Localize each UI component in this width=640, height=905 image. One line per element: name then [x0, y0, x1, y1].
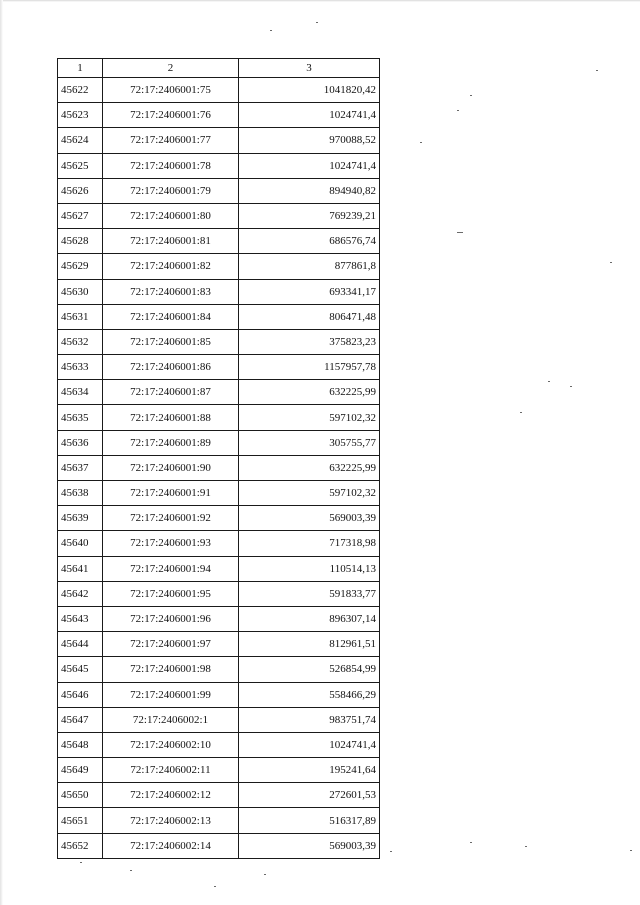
- cadastral-number: 72:17:2406001:84: [103, 304, 239, 329]
- row-number: 45626: [58, 178, 103, 203]
- scan-speck: [548, 381, 550, 382]
- table-row: [58, 329, 380, 354]
- row-number: 45633: [58, 355, 103, 380]
- cadastral-number: 72:17:2406002:13: [103, 808, 239, 833]
- cadastral-number: 72:17:2406001:79: [103, 178, 239, 203]
- cadastral-value: 375823,23: [239, 329, 380, 354]
- cadastral-value: 970088,52: [239, 128, 380, 153]
- table-row: [58, 178, 380, 203]
- table-row: [58, 380, 380, 405]
- cadastral-value: 569003,39: [239, 506, 380, 531]
- row-number: 45632: [58, 329, 103, 354]
- scan-speck: [570, 386, 572, 387]
- table-row: [58, 682, 380, 707]
- cadastral-value: 597102,32: [239, 405, 380, 430]
- table-row: [58, 707, 380, 732]
- cadastral-number: 72:17:2406001:94: [103, 556, 239, 581]
- row-number: 45646: [58, 682, 103, 707]
- scan-speck: [470, 95, 472, 96]
- cadastral-value: 894940,82: [239, 178, 380, 203]
- cadastral-number: 72:17:2406001:92: [103, 506, 239, 531]
- table-row: [58, 632, 380, 657]
- scan-speck: [630, 850, 632, 851]
- cadastral-number: 72:17:2406001:78: [103, 153, 239, 178]
- table-row: [58, 833, 380, 858]
- registry-table-header: [58, 59, 380, 78]
- scan-speck: [270, 30, 272, 31]
- table-row: [58, 128, 380, 153]
- cadastral-value: 983751,74: [239, 707, 380, 732]
- table-row: [58, 304, 380, 329]
- scan-speck: [457, 110, 459, 111]
- scan-speck: [264, 874, 266, 875]
- table-row: [58, 203, 380, 228]
- scan-speck: [457, 232, 463, 233]
- table-row: [58, 455, 380, 480]
- cadastral-value: 272601,53: [239, 783, 380, 808]
- scan-speck: [130, 870, 132, 871]
- table-row: [58, 506, 380, 531]
- row-number: 45640: [58, 531, 103, 556]
- table-row: [58, 732, 380, 757]
- row-number: 45625: [58, 153, 103, 178]
- cadastral-number: 72:17:2406001:85: [103, 329, 239, 354]
- scan-speck: [596, 70, 598, 71]
- row-number: 45627: [58, 203, 103, 228]
- cadastral-value: 1024741,4: [239, 103, 380, 128]
- cadastral-value: 896307,14: [239, 606, 380, 631]
- header-row: [58, 59, 380, 78]
- table-row: [58, 78, 380, 103]
- row-number: 45630: [58, 279, 103, 304]
- cadastral-value: 686576,74: [239, 229, 380, 254]
- table-row: [58, 103, 380, 128]
- row-number: 45631: [58, 304, 103, 329]
- cadastral-value: 591833,77: [239, 581, 380, 606]
- cadastral-value: 769239,21: [239, 203, 380, 228]
- table-row: [58, 481, 380, 506]
- row-number: 45635: [58, 405, 103, 430]
- cadastral-number: 72:17:2406002:14: [103, 833, 239, 858]
- scan-speck: [316, 22, 318, 23]
- cadastral-value: 195241,64: [239, 758, 380, 783]
- cadastral-number: 72:17:2406001:88: [103, 405, 239, 430]
- cadastral-number: 72:17:2406002:11: [103, 758, 239, 783]
- table-row: [58, 355, 380, 380]
- row-number: 45636: [58, 430, 103, 455]
- registry-table: [57, 58, 380, 859]
- cadastral-value: 569003,39: [239, 833, 380, 858]
- cadastral-number: 72:17:2406001:83: [103, 279, 239, 304]
- cadastral-number: 72:17:2406001:89: [103, 430, 239, 455]
- cadastral-value: 305755,77: [239, 430, 380, 455]
- table-row: [58, 531, 380, 556]
- table-row: [58, 153, 380, 178]
- row-number: 45644: [58, 632, 103, 657]
- row-number: 45628: [58, 229, 103, 254]
- scan-speck: [420, 142, 422, 143]
- cadastral-number: 72:17:2406001:99: [103, 682, 239, 707]
- cadastral-number: 72:17:2406001:90: [103, 455, 239, 480]
- cadastral-value: 110514,13: [239, 556, 380, 581]
- scan-edge-left: [0, 0, 3, 905]
- cadastral-number: 72:17:2406002:10: [103, 732, 239, 757]
- cadastral-value: 806471,48: [239, 304, 380, 329]
- scan-speck: [80, 862, 82, 863]
- registry-table-body: [58, 78, 380, 859]
- cadastral-value: 1024741,4: [239, 153, 380, 178]
- column-header-1: 1: [58, 59, 103, 78]
- cadastral-number: 72:17:2406001:91: [103, 481, 239, 506]
- table-row: [58, 758, 380, 783]
- cadastral-value: 597102,32: [239, 481, 380, 506]
- cadastral-value: 526854,99: [239, 657, 380, 682]
- cadastral-number: 72:17:2406001:95: [103, 581, 239, 606]
- scan-speck: [390, 851, 392, 852]
- cadastral-number: 72:17:2406001:93: [103, 531, 239, 556]
- row-number: 45641: [58, 556, 103, 581]
- scan-edge-top: [0, 0, 640, 2]
- cadastral-number: 72:17:2406001:77: [103, 128, 239, 153]
- table-row: [58, 581, 380, 606]
- row-number: 45623: [58, 103, 103, 128]
- cadastral-number: 72:17:2406001:98: [103, 657, 239, 682]
- table-row: [58, 279, 380, 304]
- cadastral-value: 558466,29: [239, 682, 380, 707]
- cadastral-value: 1041820,42: [239, 78, 380, 103]
- cadastral-value: 812961,51: [239, 632, 380, 657]
- row-number: 45652: [58, 833, 103, 858]
- row-number: 45647: [58, 707, 103, 732]
- table-row: [58, 405, 380, 430]
- table-row: [58, 254, 380, 279]
- column-header-2: 2: [103, 59, 239, 78]
- row-number: 45643: [58, 606, 103, 631]
- table-row: [58, 606, 380, 631]
- cadastral-number: 72:17:2406001:82: [103, 254, 239, 279]
- cadastral-value: 516317,89: [239, 808, 380, 833]
- row-number: 45629: [58, 254, 103, 279]
- cadastral-value: 717318,98: [239, 531, 380, 556]
- row-number: 45624: [58, 128, 103, 153]
- row-number: 45645: [58, 657, 103, 682]
- column-header-3: 3: [239, 59, 380, 78]
- cadastral-number: 72:17:2406001:76: [103, 103, 239, 128]
- cadastral-number: 72:17:2406001:87: [103, 380, 239, 405]
- cadastral-number: 72:17:2406002:12: [103, 783, 239, 808]
- cadastral-value: 1024741,4: [239, 732, 380, 757]
- table-row: [58, 556, 380, 581]
- row-number: 45651: [58, 808, 103, 833]
- cadastral-number: 72:17:2406001:81: [103, 229, 239, 254]
- cadastral-value: 1157957,78: [239, 355, 380, 380]
- row-number: 45642: [58, 581, 103, 606]
- cadastral-value: 693341,17: [239, 279, 380, 304]
- cadastral-value: 632225,99: [239, 380, 380, 405]
- table-row: [58, 229, 380, 254]
- scan-speck: [520, 412, 522, 413]
- cadastral-number: 72:17:2406001:86: [103, 355, 239, 380]
- cadastral-number: 72:17:2406001:97: [103, 632, 239, 657]
- scan-speck: [214, 886, 216, 887]
- row-number: 45650: [58, 783, 103, 808]
- row-number: 45639: [58, 506, 103, 531]
- row-number: 45634: [58, 380, 103, 405]
- table-row: [58, 783, 380, 808]
- cadastral-value: 877861,8: [239, 254, 380, 279]
- cadastral-value: 632225,99: [239, 455, 380, 480]
- row-number: 45648: [58, 732, 103, 757]
- row-number: 45622: [58, 78, 103, 103]
- scan-speck: [525, 846, 527, 847]
- cadastral-number: 72:17:2406001:75: [103, 78, 239, 103]
- table-row: [58, 808, 380, 833]
- row-number: 45638: [58, 481, 103, 506]
- cadastral-number: 72:17:2406001:96: [103, 606, 239, 631]
- cadastral-number: 72:17:2406001:80: [103, 203, 239, 228]
- scan-speck: [470, 842, 472, 843]
- scan-speck: [610, 262, 612, 263]
- row-number: 45649: [58, 758, 103, 783]
- table-row: [58, 657, 380, 682]
- table-row: [58, 430, 380, 455]
- cadastral-number: 72:17:2406002:1: [103, 707, 239, 732]
- row-number: 45637: [58, 455, 103, 480]
